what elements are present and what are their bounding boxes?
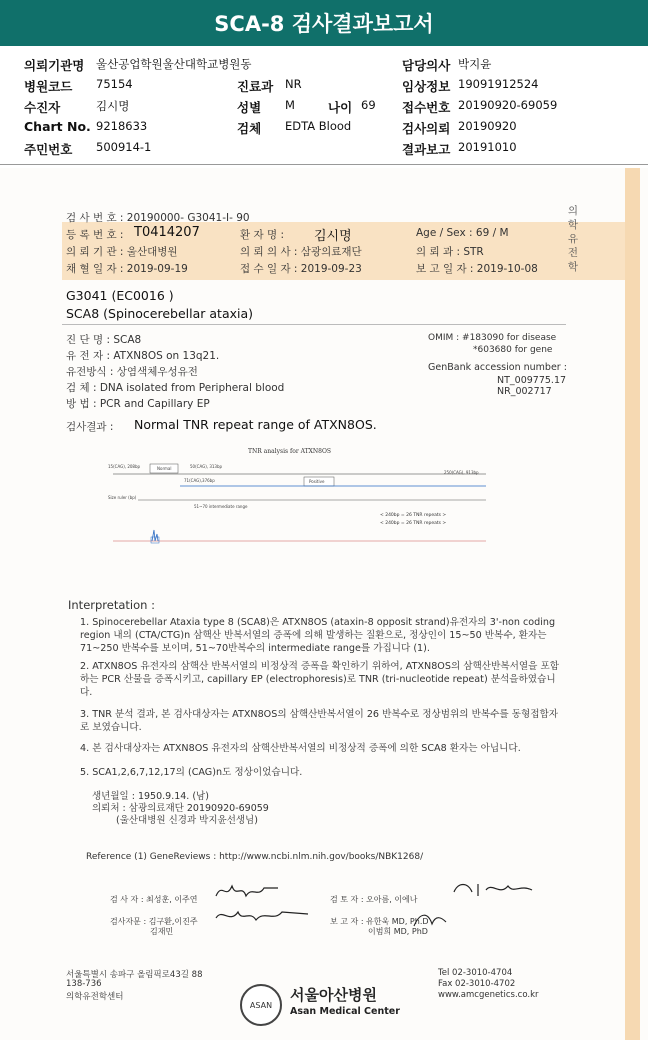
hospital-name-en: Asan Medical Center bbox=[290, 1006, 400, 1017]
diagram-label: Normal bbox=[157, 466, 172, 471]
requester-note: (울산대병원 신경과 박지윤선생님) bbox=[116, 815, 258, 826]
test-name: SCA8 (Spinocerebellar ataxia) bbox=[66, 306, 254, 321]
request-value: 20190920 bbox=[458, 119, 517, 133]
clinical-label: 임상정보 bbox=[402, 79, 451, 94]
tester: 검 사 자 : 최성훈, 이주연 bbox=[110, 895, 198, 904]
diagram-label: 50(CAG), 313bp bbox=[190, 464, 223, 469]
report-label: 결과보고 bbox=[402, 142, 451, 157]
report-title-text: SCA-8 검사결과보고서 bbox=[214, 12, 434, 36]
doctor-value: 박지윤 bbox=[458, 57, 492, 71]
peak-trace bbox=[152, 530, 158, 541]
chart-label: Chart No. bbox=[24, 119, 91, 134]
sample: 검 체 : DNA isolated from Peripheral blood bbox=[66, 382, 285, 394]
doc-report-date: 보 고 일 자 : 2019-10-08 bbox=[416, 263, 538, 275]
address-1: 서울특별시 송파구 올림픽로43길 88 bbox=[66, 970, 203, 980]
side-char: 전 bbox=[567, 247, 579, 259]
sex-value: M bbox=[285, 98, 295, 112]
right-highlight-band bbox=[625, 168, 640, 1040]
hospital-code-value: 75154 bbox=[96, 77, 133, 91]
nr-accession: NR_002717 bbox=[497, 386, 552, 397]
diagram-title: TNR analysis for ATXN8OS bbox=[248, 448, 331, 455]
institution-value: 울산공업학원울산대학교병원동 bbox=[96, 57, 252, 71]
doctor-label: 담당의사 bbox=[402, 58, 451, 73]
genbank: GenBank accession number : bbox=[428, 362, 567, 373]
header-info bbox=[0, 46, 648, 164]
diagram-label: 250(CAG), 913bp bbox=[444, 470, 479, 475]
website: www.amcgenetics.co.kr bbox=[438, 990, 539, 1000]
tnr-diagram bbox=[108, 444, 494, 550]
hospital-name-kr: 서울아산병원 bbox=[290, 986, 377, 1004]
side-char: 유 bbox=[567, 233, 579, 245]
tnr-diagram-svg bbox=[108, 444, 494, 550]
resident-label: 주민번호 bbox=[24, 142, 73, 157]
reg-no-value: T0414207 bbox=[134, 225, 200, 240]
side-char: 학 bbox=[567, 219, 579, 231]
age-sex: Age / Sex : 69 / M bbox=[416, 227, 509, 239]
scanned-report bbox=[0, 168, 648, 1040]
diagram-label: 15(CAG), 208bp bbox=[108, 464, 141, 469]
hospital-code-label: 병원코드 bbox=[24, 79, 73, 94]
reviewer: 검 토 자 : 오아름, 이에나 bbox=[330, 895, 418, 904]
diagram-label: < 240bp = 26 TNR repeats > bbox=[380, 513, 447, 518]
collect-date: 채 혈 일 자 : 2019-09-19 bbox=[66, 263, 188, 275]
gene: 유 전 자 : ATXN8OS on 13q21. bbox=[66, 350, 220, 362]
reporter-2: 이범희 MD, PhD bbox=[368, 927, 428, 936]
resident-value: 500914-1 bbox=[96, 140, 152, 154]
result-text: Normal TNR repeat range of ATXN8OS. bbox=[134, 417, 377, 432]
age-value: 69 bbox=[361, 98, 376, 112]
inheritance: 유전방식 : 상염색체우성유전 bbox=[66, 366, 198, 378]
chart-value: 9218633 bbox=[96, 119, 148, 133]
address-2: 138-736 bbox=[66, 979, 102, 989]
fax: Fax 02-3010-4702 bbox=[438, 979, 516, 989]
request-label: 검사의뢰 bbox=[402, 121, 451, 136]
reg-no-label: 등 록 번 호 : bbox=[66, 229, 124, 241]
advisor: 검사자문 : 김구환,이진주 bbox=[110, 917, 198, 926]
recipient-label: 수진자 bbox=[24, 100, 61, 115]
department-label: 진료과 bbox=[237, 79, 274, 94]
department-value: NR bbox=[285, 77, 302, 91]
diagram-label: < 240bp = 26 TNR repeats > bbox=[380, 521, 447, 526]
interpretation-item-3: 3. TNR 분석 결과, 본 검사대상자는 ATXN8OS의 삼핵산반복서열이 26 반복수로 정상범위의 반복수를 동형접합자로 보였습니다. bbox=[80, 709, 559, 733]
asan-foundation-logo: ASAN bbox=[240, 984, 282, 1026]
request-org: 의 뢰 기 관 : 울산대병원 bbox=[66, 246, 178, 258]
tester-signature bbox=[212, 880, 282, 902]
advisor-2: 김재민 bbox=[150, 927, 174, 936]
interpretation-item-4: 4. 본 검사대상자는 ATXN8OS 유전자의 삼핵산반복서열의 비정상적 증폭에 의한 SCA8 환자는 아닙니다. bbox=[80, 743, 521, 754]
receipt-date: 접 수 일 자 : 2019-09-23 bbox=[240, 263, 362, 275]
nt-accession: NT_009775.17 bbox=[497, 375, 567, 386]
request-dept: 의 뢰 과 : STR bbox=[416, 246, 484, 258]
age-label: 나이 bbox=[328, 100, 353, 115]
interpretation-item-5: 5. SCA1,2,6,7,12,17의 (CAG)n도 정상이었습니다. bbox=[80, 767, 303, 778]
side-label bbox=[566, 204, 580, 274]
interpretation-item-1: 1. Spinocerebellar Ataxia type 8 (SCA8)은 ATXN8OS (ataxin-8 opposit strand)유전자의 3'-non coding region 내의 (CTA/CTG)n 삼핵산 반복서열의 증폭에 의해 발생하는 질환으로, 정상인이 15~50 반복수, 환자는 71~250 반복수를 보이며, 51~70반복수의 intermediate range를 가집니다 (1). bbox=[80, 617, 556, 654]
specimen-label: 검체 bbox=[237, 121, 262, 136]
report-value: 20191010 bbox=[458, 140, 517, 154]
telephone: Tel 02-3010-4704 bbox=[438, 968, 513, 978]
report-title bbox=[0, 0, 648, 46]
requester: 의뢰처 : 삼광의료재단 20190920-69059 bbox=[92, 803, 269, 814]
center-name: 의학유전학센터 bbox=[66, 992, 124, 1002]
clinical-value: 19091912524 bbox=[458, 77, 539, 91]
reference: Reference (1) GeneReviews : http://www.ncbi.nlm.nih.gov/books/NBK1268/ bbox=[86, 852, 424, 862]
diagram-label: 51~70 intermediate range bbox=[194, 504, 248, 509]
receipt-value: 20190920-69059 bbox=[458, 98, 558, 112]
interpretation-item-2: 2. ATXN8OS 유전자의 삼핵산 반복서열의 비정상적 증폭을 확인하기 위하여, ATXN8OS의 삼핵산반복서열을 포함하는 PCR 산물을 증폭시키고, capillary EP (electrophoresis)로 TNR (tri-nucleotide repeat) 분석을하였습니다. bbox=[80, 661, 559, 698]
specimen-value: EDTA Blood bbox=[285, 119, 352, 133]
receipt-label: 접수번호 bbox=[402, 100, 451, 115]
diagram-label: Size ruler (bp) bbox=[108, 495, 137, 500]
patient-value: 김시명 bbox=[314, 229, 352, 244]
institution-label: 의뢰기관명 bbox=[24, 58, 85, 73]
reporter-signature bbox=[410, 908, 450, 932]
birth-date: 생년월일 : 1950.9.14. (남) bbox=[92, 791, 209, 802]
side-char: 학 bbox=[567, 261, 579, 273]
diagnosis: 진 단 명 : SCA8 bbox=[66, 334, 142, 346]
sex-label: 성별 bbox=[237, 100, 262, 115]
header-divider bbox=[0, 164, 648, 165]
patient-label: 환 자 명 : bbox=[240, 229, 284, 241]
recipient-value: 김시명 bbox=[96, 99, 130, 113]
exam-number: 검 사 번 호 : 20190000- G3041-I- 90 bbox=[66, 212, 250, 224]
result-label: 검사결과 : bbox=[66, 421, 114, 433]
method: 방 법 : PCR and Capillary EP bbox=[66, 398, 210, 410]
reviewer-signature bbox=[448, 878, 538, 902]
reporter: 보 고 자 : 유한욱 MD, Ph.D bbox=[330, 917, 429, 926]
request-doctor: 의 뢰 의 사 : 삼광의료재단 bbox=[240, 246, 362, 258]
omim-2: *603680 for gene bbox=[473, 345, 553, 355]
advisor-signature bbox=[212, 904, 312, 928]
diagram-label: 71(CAG),376bp bbox=[184, 478, 215, 483]
side-char: 의 bbox=[567, 205, 579, 217]
omim-1: OMIM : #183090 for disease bbox=[428, 333, 557, 343]
interpretation-heading: Interpretation : bbox=[68, 598, 155, 612]
section-divider bbox=[62, 324, 566, 325]
diagram-label: Positive bbox=[309, 479, 325, 484]
test-code: G3041 (EC0016 ) bbox=[66, 288, 174, 303]
